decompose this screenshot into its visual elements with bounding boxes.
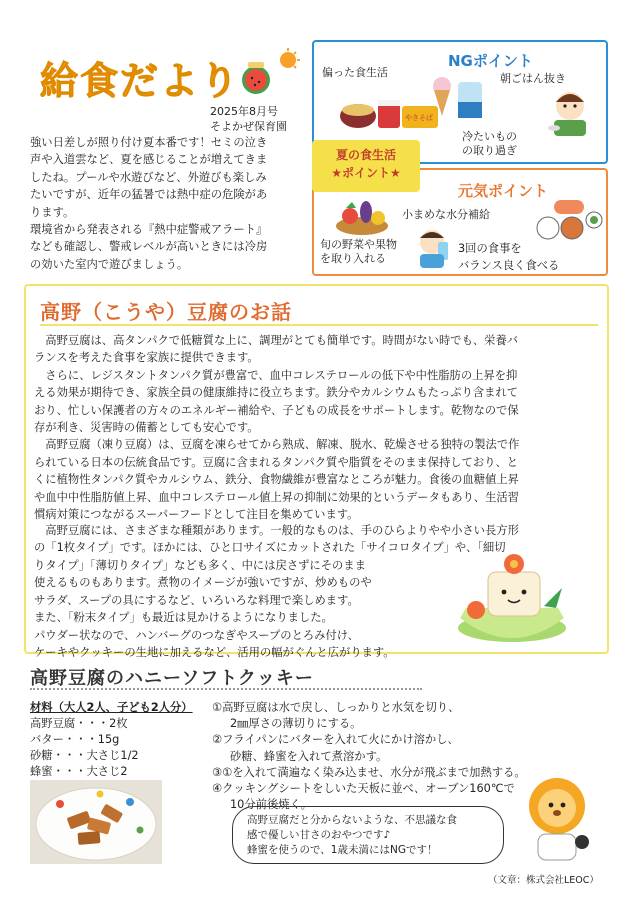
ng-item-cold-food: 冷たいもの の取り過ぎ (462, 130, 517, 157)
issue-date: 2025年8月号 (210, 105, 278, 118)
balanced-meal-icon (534, 198, 604, 242)
cookie-title: 高野豆腐のハニーソフトクッキー (30, 668, 314, 689)
school-name: そよかぜ保育園 (210, 120, 287, 133)
genki-item-water: 小まめな水分補給 (402, 208, 490, 221)
instant-food-icon (338, 86, 442, 132)
vegetables-icon (332, 196, 392, 236)
child-drinking-icon (412, 224, 456, 268)
recipe-steps: ①高野豆腐は水で戻し、しっかりと水気を切り、 2㎜厚さの薄切りにする。 ②フライパンにバターを入れて火にかけ溶かし、 砂糖、蜂蜜を入れて煮溶かす。 ③①を入れて満遍なく染み込ませ、水分が飛ぶまで加熱する。 ④クッキングシートをしいた天板に並べ、オーブン160℃で 10分前後焼く。 (212, 701, 526, 812)
koya-paragraph-2-cont: りタイプ」「薄切りタイプ」なども多く、中には戻さずにそのまま 使えるものもあります。煮物のイメージが強いですが、炒めものや サラダ、スープの具にするなど、いろいろな料理で楽しめます。 また、「粉末タイプ」も最近は見かけるようになりました。 パウダー状なので、ハンバーグのつなぎやスープのとろみ付け、 ケーキやクッキーの生地に加えるなど、活用の幅がぐんと広がります。 (34, 559, 395, 660)
koya-paragraph-1: 高野豆腐は、高タンパクで低糖質な上に、調理がとても簡単です。時間がない時でも、栄養バ ランスを考えた食事を家族に提供できます。 さらに、レジスタントタンパク質が豊富で、血中コレステロールの低下や中性脂肪の上昇を抑 える効果が期待でき、家族全員の健康維持に役立ちます。鉄分やカルシウムもたっぷり含まれて おり、忙しい保護者の方々のエネルギー補給や、子どもの成長をサポートします。乾物なので保 存が利き、災害時の備蓄としても安心です。 高野豆腐（凍り豆腐）は、豆腐を凍らせてから熟成、解凍、脱水、乾燥させる独特の製法で作 られている日本の伝統食品です。豆腐に含まれるタンパク質や脂質をそのまま保持しており、と くに植物性タンパク質やカルシウム、鉄分、食物繊維が豊富なところが魅力。食後の血糖値上昇 や血中中性脂肪値上昇、血中コレステロール値上昇の抑制に効果的というデータもあり、生活習 慣病対策につながるスーパーフードとして注目を集めています。 (34, 334, 520, 522)
intro-text: 強い日差しが照り付け夏本番です！セミの泣き 声や入道雲など、夏を感じることが増えてきま したね。プールや水遊びなど、外遊びも楽しみ たいですが、近年の猛暑では熱中症の危険があ ります。 環境省から発表される『熱中症警戒アラート』 なども確認し、警戒レベルが高いときには冷房 の効いた室内で遊びましょう。 (30, 136, 268, 271)
genki-item-seasonal: 旬の野菜や果物 を取り入れる (320, 238, 397, 265)
summer-points-badge: 夏の食生活 ★ポイント★ (312, 140, 420, 192)
genki-item-three-meals: 3回の食事を バランス良く食べる (458, 242, 560, 272)
genki-title: 元気ポイント (458, 182, 549, 200)
snack-label: やきそば (405, 114, 433, 122)
koya-title: 高野（こうや）豆腐のお話 (40, 300, 292, 324)
watermelon-sun-icon (232, 48, 302, 98)
ice-cream-icon (428, 72, 488, 128)
materials-list: 材料（大人2人、子ども2人分） 高野豆腐・・・2枚 バター・・・15g 砂糖・・・大さじ1/2 蜂蜜・・・大さじ2 (30, 701, 193, 778)
materials-heading: 材料（大人2人、子ども2人分） (30, 701, 193, 714)
cookie-photo (30, 780, 162, 864)
page-title: 給食だより (40, 59, 241, 103)
cookie-title-underline (30, 688, 422, 690)
child-eating-icon (540, 86, 600, 138)
koya-tofu-character-icon (452, 548, 572, 644)
lion-chef-mascot-icon (520, 772, 594, 868)
ng-item-unbalanced: 偏った食生活 (322, 66, 388, 79)
speech-bubble: 高野豆腐だと分からないような、不思議な食 感で優しい甘さのおやつです♪ 蜂蜜を使うので、1歳未満にはNGです！ (232, 806, 504, 864)
issue-info (210, 104, 287, 134)
credit: （文章：株式会社LEOC） (488, 875, 599, 886)
koya-paragraph-2: 高野豆腐には、さまざまな種類があります。一般的なものは、手のひらよりやや小さい長方形 の「1枚タイプ」です。ほかには、ひと口サイズにカットされた「サイコロタイプ」や、「細切 (34, 524, 519, 555)
ng-title: NGポイント (448, 52, 533, 70)
koya-title-underline (40, 324, 598, 326)
ng-item-skip-breakfast: 朝ごはん抜き (500, 72, 566, 85)
